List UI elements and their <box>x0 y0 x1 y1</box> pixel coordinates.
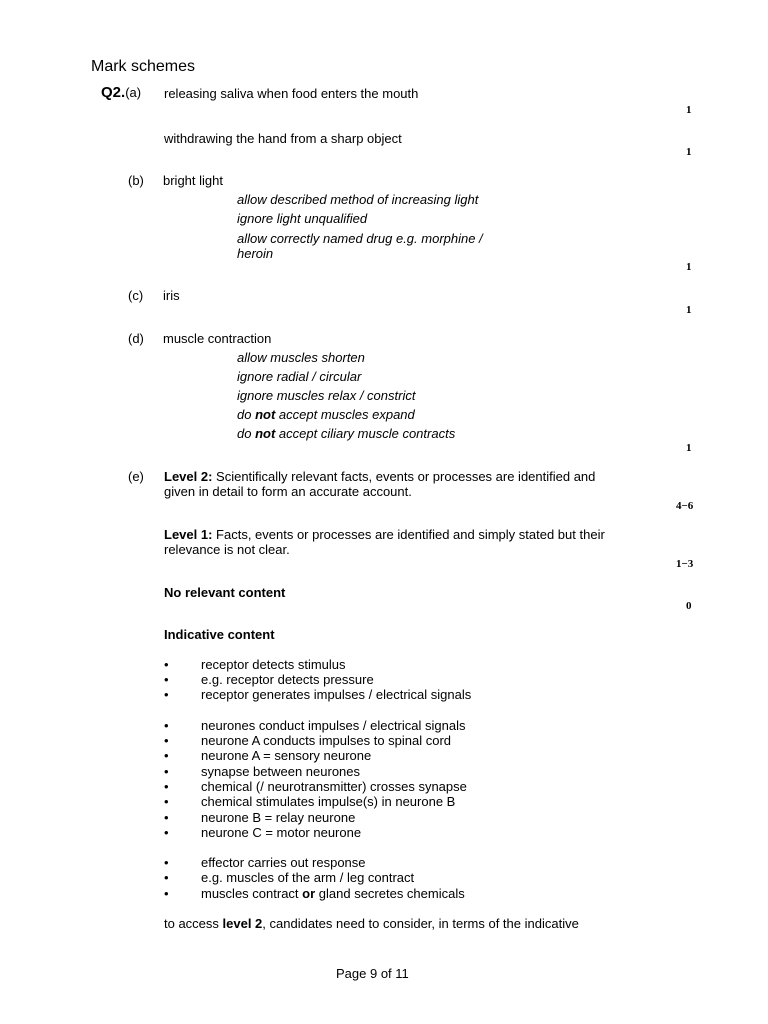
part-d-note-4: do not accept muscles expand <box>237 407 415 422</box>
part-a-mark-1: 1 <box>686 104 692 116</box>
bullet-item: • muscles contract or gland secretes chemicals <box>164 886 465 901</box>
part-d-answer: muscle contraction <box>163 331 272 346</box>
part-a-mark-2: 1 <box>686 146 692 158</box>
part-a-answer-2: withdrawing the hand from a sharp object <box>164 131 402 146</box>
part-d-note-3: ignore muscles relax / constrict <box>237 388 416 403</box>
level-1-line-1: Level 1: Facts, events or processes are identified and simply stated but their <box>164 527 605 542</box>
bullet-item: • receptor detects stimulus <box>164 657 346 672</box>
level-2-mark: 4−6 <box>676 500 694 512</box>
part-d-mark: 1 <box>686 442 692 454</box>
bullet-item: • e.g. muscles of the arm / leg contract <box>164 870 415 885</box>
bullet-item: • neurone C = motor neurone <box>164 825 362 840</box>
no-relevant-content: No relevant content <box>164 585 286 600</box>
part-c-answer: iris <box>163 288 180 303</box>
page-heading: Mark schemes <box>91 58 196 75</box>
part-b-answer: bright light <box>163 173 223 188</box>
part-b-note-1: allow described method of increasing light <box>237 192 479 207</box>
bullet-item: • neurone A = sensory neurone <box>164 748 372 763</box>
part-b-note-4: heroin <box>237 246 274 261</box>
question-number: Q2.(a) <box>101 84 142 101</box>
part-c-label: (c) <box>128 288 144 303</box>
part-b-mark: 1 <box>686 261 692 273</box>
bullet-item: • effector carries out response <box>164 855 366 870</box>
bullet-item: • chemical (/ neurotransmitter) crosses synapse <box>164 779 467 794</box>
part-a-answer-1: releasing saliva when food enters the mouth <box>164 86 419 101</box>
bullet-item: • neurones conduct impulses / electrical signals <box>164 718 466 733</box>
bullet-item: • chemical stimulates impulse(s) in neurone B <box>164 794 456 809</box>
level-access-text: to access level 2, candidates need to consider, in terms of the indicative <box>164 916 579 931</box>
level-1-mark: 1−3 <box>676 558 694 570</box>
bullet-item: • receptor generates impulses / electrical signals <box>164 687 472 702</box>
part-d-note-1: allow muscles shorten <box>237 350 365 365</box>
no-content-mark: 0 <box>686 600 692 612</box>
bullet-item: • neurone B = relay neurone <box>164 810 356 825</box>
part-d-note-5: do not accept ciliary muscle contracts <box>237 426 456 441</box>
part-b-note-3: allow correctly named drug e.g. morphine / <box>237 231 483 246</box>
level-1-line-2: relevance is not clear. <box>164 542 290 557</box>
indicative-content-heading: Indicative content <box>164 627 275 642</box>
level-2-line-2: given in detail to form an accurate account. <box>164 484 412 499</box>
level-2-line-1: Level 2: Scientifically relevant facts, events or processes are identified and <box>164 469 596 484</box>
bullet-item: • synapse between neurones <box>164 764 361 779</box>
part-b-label: (b) <box>128 173 144 188</box>
part-e-label: (e) <box>128 469 144 484</box>
bullet-item: • e.g. receptor detects pressure <box>164 672 374 687</box>
page-number: Page 9 of 11 <box>336 966 409 981</box>
bullet-item: • neurone A conducts impulses to spinal cord <box>164 733 452 748</box>
part-c-mark: 1 <box>686 304 692 316</box>
part-d-label: (d) <box>128 331 144 346</box>
part-d-note-2: ignore radial / circular <box>237 369 362 384</box>
part-b-note-2: ignore light unqualified <box>237 211 368 226</box>
